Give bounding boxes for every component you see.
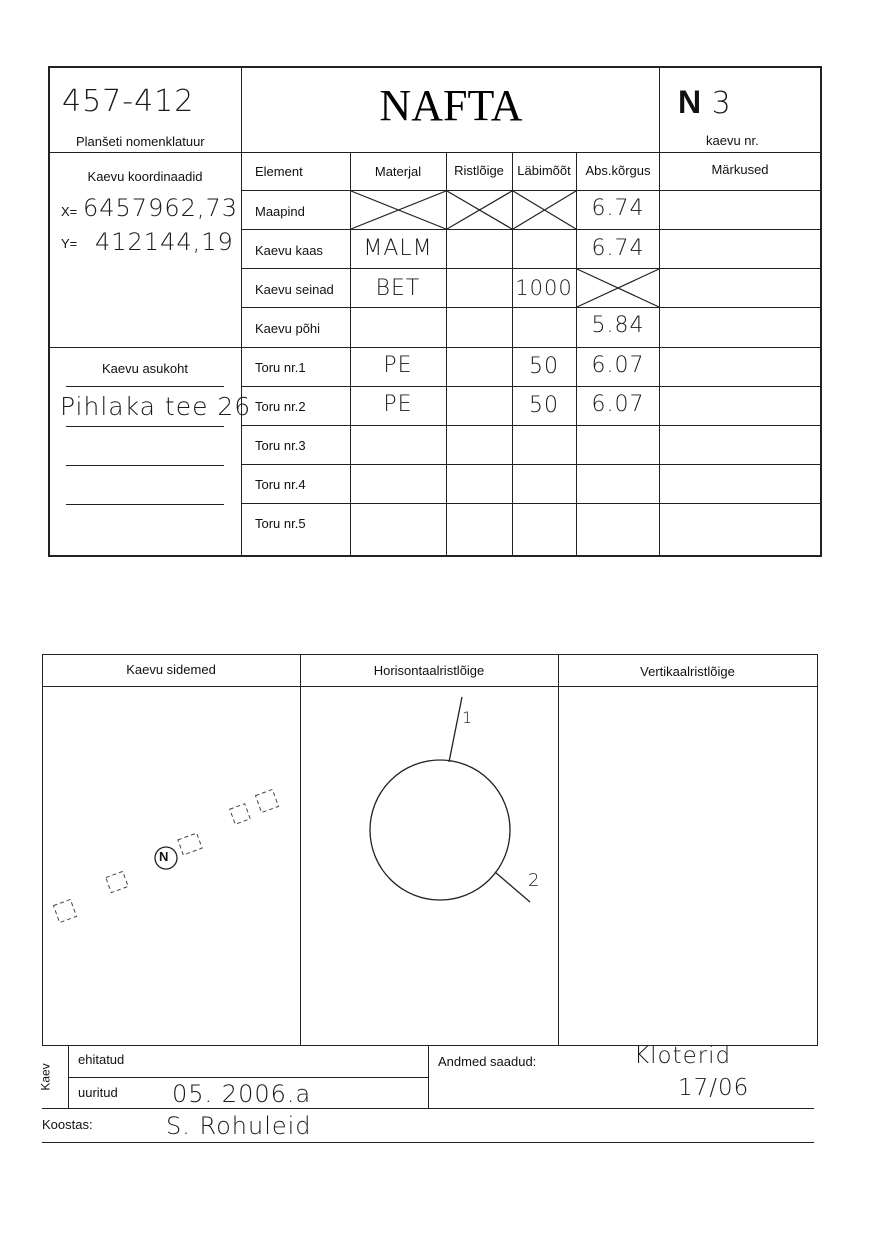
cell-abs: 6.74	[591, 236, 645, 261]
header-element: Element	[255, 164, 303, 179]
sheet-number: 457-412	[62, 84, 195, 119]
row-element: Maapind	[255, 204, 305, 219]
header-materjal: Materjal	[374, 164, 422, 179]
surveyed-label: uuritud	[78, 1085, 118, 1100]
location-label: Kaevu asukoht	[101, 361, 188, 376]
row-element: Kaevu seinad	[255, 282, 334, 297]
col-connections: Kaevu sidemed	[126, 662, 216, 677]
surveyed-value: 05. 2006.a	[172, 1080, 312, 1108]
cell-materjal: BET	[375, 276, 421, 301]
pipe2-label: 2	[528, 870, 541, 891]
col-vertical: Vertikaalristlõige	[640, 664, 735, 679]
header-abs: Abs.kõrgus	[585, 163, 651, 178]
kaev-label: Kaev	[38, 1063, 53, 1091]
row-element: Kaevu põhi	[255, 321, 321, 336]
cell-abs: 6.07	[591, 353, 645, 378]
north-marker: N	[159, 849, 169, 864]
cell-labimoot: 1000	[515, 276, 573, 300]
sheet-label: Planšeti nomenklatuur	[76, 134, 205, 149]
header-labimoot: Läbimõõt	[517, 163, 571, 178]
cell-labimoot: 50	[529, 393, 559, 418]
compiled-label: Koostas:	[42, 1117, 93, 1132]
cell-abs: 6.74	[591, 196, 645, 221]
y-prefix: Y=	[61, 236, 78, 251]
pipe1-label: 1	[462, 708, 474, 727]
row-element: Toru nr.3	[255, 438, 306, 453]
cell-labimoot: 50	[529, 354, 559, 379]
row-element: Toru nr.5	[255, 516, 306, 531]
data-received-value-1: Kloterid	[634, 1043, 732, 1069]
row-element: Toru nr.2	[255, 399, 306, 414]
y-value: 412144,19	[95, 228, 234, 256]
row-element: Toru nr.4	[255, 477, 306, 492]
cell-materjal: PE	[383, 392, 413, 417]
cell-abs: 6.07	[591, 392, 645, 417]
well-number-value: 3	[711, 86, 732, 121]
cell-materjal: PE	[383, 353, 413, 378]
location-value: Pihlaka tee 26	[60, 392, 252, 421]
data-received-value-2: 17/06	[678, 1075, 750, 1101]
form-title: NAFTA	[379, 81, 523, 130]
well-label: kaevu nr.	[706, 133, 759, 148]
cell-abs: 5.84	[591, 313, 645, 338]
built-label: ehitatud	[78, 1052, 125, 1067]
x-prefix: X=	[61, 204, 78, 219]
col-horizontal: Horisontaalristlõige	[373, 663, 485, 678]
row-element: Toru nr.1	[255, 360, 306, 375]
well-number-prefix: N	[678, 84, 702, 120]
row-element: Kaevu kaas	[255, 243, 323, 258]
compiled-value: S. Rohuleid	[166, 1112, 312, 1140]
header-ristloige: Ristlõige	[454, 163, 504, 178]
coordinates-label: Kaevu koordinaadid	[87, 169, 203, 184]
header-markused: Märkused	[711, 162, 769, 177]
x-value: 6457962,73	[83, 194, 239, 222]
data-received-label: Andmed saadud:	[438, 1054, 537, 1069]
cell-materjal: MALM	[363, 236, 433, 261]
